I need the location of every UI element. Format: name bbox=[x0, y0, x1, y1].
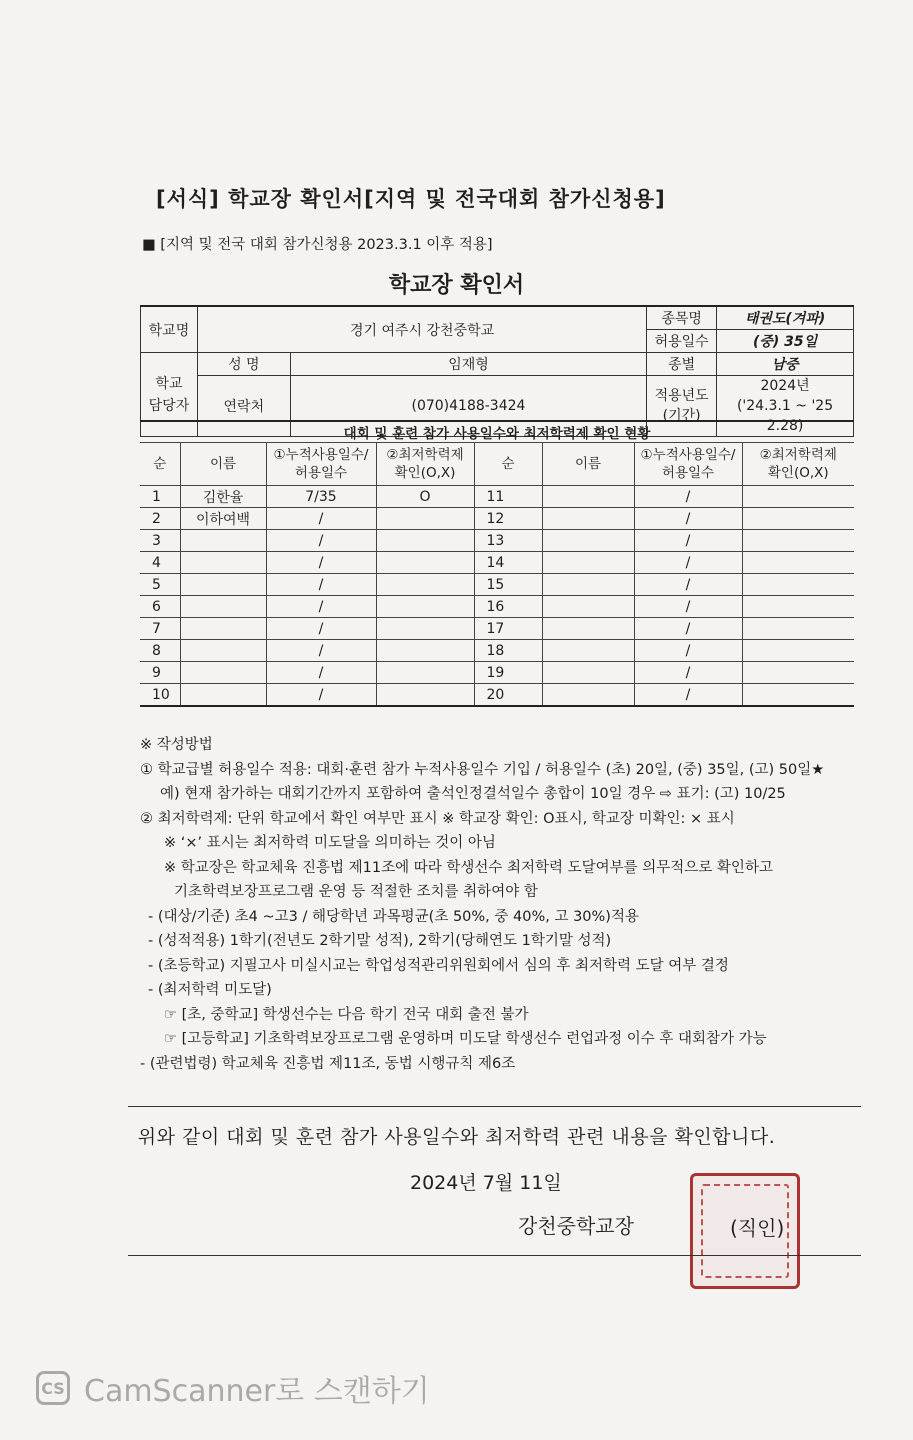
name-label: 성 명 bbox=[197, 353, 290, 376]
table-row bbox=[140, 684, 854, 707]
col-no-header: 순 bbox=[140, 443, 180, 486]
cumulative-days: / bbox=[266, 596, 376, 618]
table-row bbox=[140, 662, 854, 684]
row-number: 2 bbox=[140, 508, 180, 530]
guide-item: ※ 학교장은 학교체육 진흥법 제11조에 따라 학생선수 최저학력 도달여부를 의무적으로 확인하고 bbox=[164, 859, 773, 876]
school-name-value: 경기 여주시 강천중학교 bbox=[197, 306, 646, 353]
cumulative-days: / bbox=[266, 662, 376, 684]
table-row bbox=[140, 508, 854, 530]
guide-item: - (성적적용) 1학기(전년도 2학기말 성적), 2학기(당해연도 1학기말 성적) bbox=[148, 933, 612, 949]
guide-item: - (초등학교) 지필고사 미실시교는 학업성적관리위원회에서 심의 후 최저학력 도달 여부 결정 bbox=[148, 957, 729, 974]
row-number: 16 bbox=[474, 596, 542, 618]
table-row bbox=[140, 530, 854, 552]
cumulative-days: / bbox=[634, 596, 742, 618]
row-number: 20 bbox=[474, 684, 542, 707]
teacher-label: 학교 담당자 bbox=[141, 353, 198, 437]
cumulative-days: / bbox=[634, 486, 742, 508]
min-achievement-check bbox=[742, 530, 854, 552]
camscanner-watermark bbox=[36, 1366, 430, 1410]
divider-top bbox=[128, 1106, 861, 1107]
guide-item: ☞ [초, 중학교] 학생선수는 다음 학기 전국 대회 출전 불가 bbox=[164, 1006, 529, 1023]
col-days-header: ①누적사용일수/ 허용일수 bbox=[266, 443, 376, 486]
min-achievement-check bbox=[376, 640, 474, 662]
guide-item: - (최저학력 미도달) bbox=[148, 982, 272, 998]
student-name bbox=[180, 618, 266, 640]
gender-value: 남중 bbox=[717, 353, 854, 376]
min-achievement-check bbox=[376, 574, 474, 596]
student-name bbox=[542, 486, 634, 508]
confirm-date: 2024년 7월 11일 bbox=[410, 1172, 562, 1194]
watermark-text: CamScanner로 스캔하기 bbox=[84, 1374, 430, 1409]
cumulative-days: / bbox=[634, 530, 742, 552]
min-achievement-check bbox=[742, 596, 854, 618]
col-name-header: 이름 bbox=[542, 443, 634, 486]
student-name bbox=[542, 574, 634, 596]
form-subtitle: ■ [지역 및 전국 대회 참가신청용 2023.3.1 이후 적용] bbox=[142, 237, 493, 253]
min-achievement-check bbox=[742, 640, 854, 662]
min-achievement-check bbox=[376, 684, 474, 707]
camscanner-logo-icon: CS bbox=[36, 1371, 70, 1405]
min-achievement-check bbox=[742, 486, 854, 508]
cumulative-days: / bbox=[634, 662, 742, 684]
min-achievement-check bbox=[376, 552, 474, 574]
cumulative-days: / bbox=[266, 552, 376, 574]
student-name bbox=[180, 552, 266, 574]
sport-label: 종목명 bbox=[647, 306, 717, 330]
min-achievement-check bbox=[742, 508, 854, 530]
cumulative-days: / bbox=[634, 508, 742, 530]
cumulative-days: / bbox=[634, 684, 742, 707]
cumulative-days: / bbox=[266, 574, 376, 596]
period-value: ('24.3.1 ~ '25 2.28) bbox=[736, 398, 834, 434]
student-name bbox=[180, 530, 266, 552]
min-achievement-check bbox=[742, 574, 854, 596]
student-name bbox=[542, 530, 634, 552]
table-row bbox=[140, 618, 854, 640]
guide-heading: ※ 작성방법 bbox=[140, 737, 213, 753]
student-name bbox=[542, 684, 634, 707]
min-achievement-check bbox=[376, 662, 474, 684]
confirm-statement: 위와 같이 대회 및 훈련 참가 사용일수와 최저학력 관련 내용을 확인합니다. bbox=[137, 1126, 776, 1148]
row-number: 11 bbox=[474, 486, 542, 508]
row-number: 12 bbox=[474, 508, 542, 530]
status-table bbox=[140, 420, 854, 707]
col-min-header: ②최저학력제 확인(O,X) bbox=[742, 443, 854, 486]
student-name bbox=[542, 508, 634, 530]
table-row bbox=[140, 574, 854, 596]
student-name bbox=[180, 596, 266, 618]
min-achievement-check: O bbox=[376, 486, 474, 508]
seal-label: (직인) bbox=[730, 1216, 785, 1240]
cumulative-days: / bbox=[266, 640, 376, 662]
guide-item: ① 학교급별 허용일수 적용: 대회·훈련 참가 누적사용일수 기입 / 허용일수 (초) 20일, (중) 35일, (고) 50일★ bbox=[140, 761, 825, 778]
min-achievement-check bbox=[376, 596, 474, 618]
cumulative-days: / bbox=[266, 684, 376, 707]
table-row bbox=[140, 596, 854, 618]
guide-item: ② 최저학력제: 단위 학교에서 확인 여부만 표시 ※ 학교장 확인: O표시, 학교장 미확인: × 표시 bbox=[140, 810, 735, 827]
row-number: 8 bbox=[140, 640, 180, 662]
writing-guide bbox=[140, 733, 870, 1076]
guide-item: 예) 현재 참가하는 대회기간까지 포함하여 출석인정결석일수 총합이 10일 경우 ⇨ 표기: (고) 10/25 bbox=[160, 786, 786, 802]
table-row bbox=[140, 486, 854, 508]
col-no-header: 순 bbox=[474, 443, 542, 486]
allowed-days-value: (중) 35일 bbox=[717, 330, 854, 353]
contact-label: 연락처 bbox=[197, 376, 290, 437]
student-name bbox=[180, 640, 266, 662]
cumulative-days: / bbox=[634, 640, 742, 662]
student-name bbox=[542, 618, 634, 640]
row-number: 19 bbox=[474, 662, 542, 684]
document-title: 학교장 확인서 bbox=[388, 273, 525, 298]
cumulative-days: / bbox=[634, 552, 742, 574]
row-number: 14 bbox=[474, 552, 542, 574]
row-number: 15 bbox=[474, 574, 542, 596]
student-name bbox=[542, 596, 634, 618]
guide-item: 기초학력보장프로그램 운영 등 적절한 조치를 취하여야 함 bbox=[174, 884, 538, 900]
min-achievement-check bbox=[742, 618, 854, 640]
min-achievement-check bbox=[376, 618, 474, 640]
sport-value: 태권도(겨파) bbox=[717, 306, 854, 330]
row-number: 17 bbox=[474, 618, 542, 640]
student-name bbox=[180, 684, 266, 707]
contact-value: (070)4188-3424 bbox=[290, 376, 646, 437]
principal-title: 강천중학교장 bbox=[518, 1214, 634, 1238]
row-number: 1 bbox=[140, 486, 180, 508]
cumulative-days: / bbox=[266, 618, 376, 640]
guide-item: ※ ‘×’ 표시는 최저학력 미도달을 의미하는 것이 아님 bbox=[164, 835, 496, 851]
student-name bbox=[542, 552, 634, 574]
gender-label: 종별 bbox=[647, 353, 717, 376]
status-caption: 대회 및 훈련 참가 사용일수와 최저학력제 확인 현황 bbox=[140, 421, 854, 443]
year-label: 적용년도 (기간) bbox=[647, 376, 717, 437]
col-min-header: ②최저학력제 확인(O,X) bbox=[376, 443, 474, 486]
student-name bbox=[542, 640, 634, 662]
cumulative-days: / bbox=[266, 508, 376, 530]
row-number: 4 bbox=[140, 552, 180, 574]
min-achievement-check bbox=[742, 552, 854, 574]
row-number: 5 bbox=[140, 574, 180, 596]
school-name-label: 학교명 bbox=[141, 306, 198, 353]
table-row bbox=[140, 640, 854, 662]
min-achievement-check bbox=[376, 508, 474, 530]
cumulative-days: / bbox=[266, 530, 376, 552]
student-name: 김한율 bbox=[180, 486, 266, 508]
row-number: 6 bbox=[140, 596, 180, 618]
year-value: 2024년 bbox=[760, 378, 810, 394]
teacher-name-value: 임재형 bbox=[290, 353, 646, 376]
row-number: 18 bbox=[474, 640, 542, 662]
cumulative-days: / bbox=[634, 618, 742, 640]
row-number: 9 bbox=[140, 662, 180, 684]
form-title: [서식] 학교장 확인서[지역 및 전국대회 참가신청용] bbox=[156, 187, 666, 211]
student-name bbox=[180, 662, 266, 684]
row-number: 10 bbox=[140, 684, 180, 707]
student-name: 이하여백 bbox=[180, 508, 266, 530]
cumulative-days: 7/35 bbox=[266, 486, 376, 508]
divider-bottom bbox=[128, 1255, 861, 1256]
col-name-header: 이름 bbox=[180, 443, 266, 486]
guide-item: - (관련법령) 학교체육 진흥법 제11조, 동법 시행규칙 제6조 bbox=[140, 1055, 516, 1072]
min-achievement-check bbox=[742, 662, 854, 684]
allowed-days-label: 허용일수 bbox=[647, 330, 717, 353]
row-number: 7 bbox=[140, 618, 180, 640]
col-days-header: ①누적사용일수/ 허용일수 bbox=[634, 443, 742, 486]
school-info-table bbox=[140, 305, 854, 437]
row-number: 3 bbox=[140, 530, 180, 552]
table-row bbox=[140, 552, 854, 574]
row-number: 13 bbox=[474, 530, 542, 552]
guide-item: ☞ [고등학교] 기초학력보장프로그램 운영하며 미도달 학생선수 런업과정 이수 후 대회참가 가능 bbox=[164, 1031, 767, 1047]
student-name bbox=[180, 574, 266, 596]
min-achievement-check bbox=[742, 684, 854, 707]
student-name bbox=[542, 662, 634, 684]
guide-item: - (대상/기준) 초4 ~고3 / 해당학년 과목평균(초 50%, 중 40%, 고 30%)적용 bbox=[148, 908, 639, 925]
cumulative-days: / bbox=[634, 574, 742, 596]
min-achievement-check bbox=[376, 530, 474, 552]
